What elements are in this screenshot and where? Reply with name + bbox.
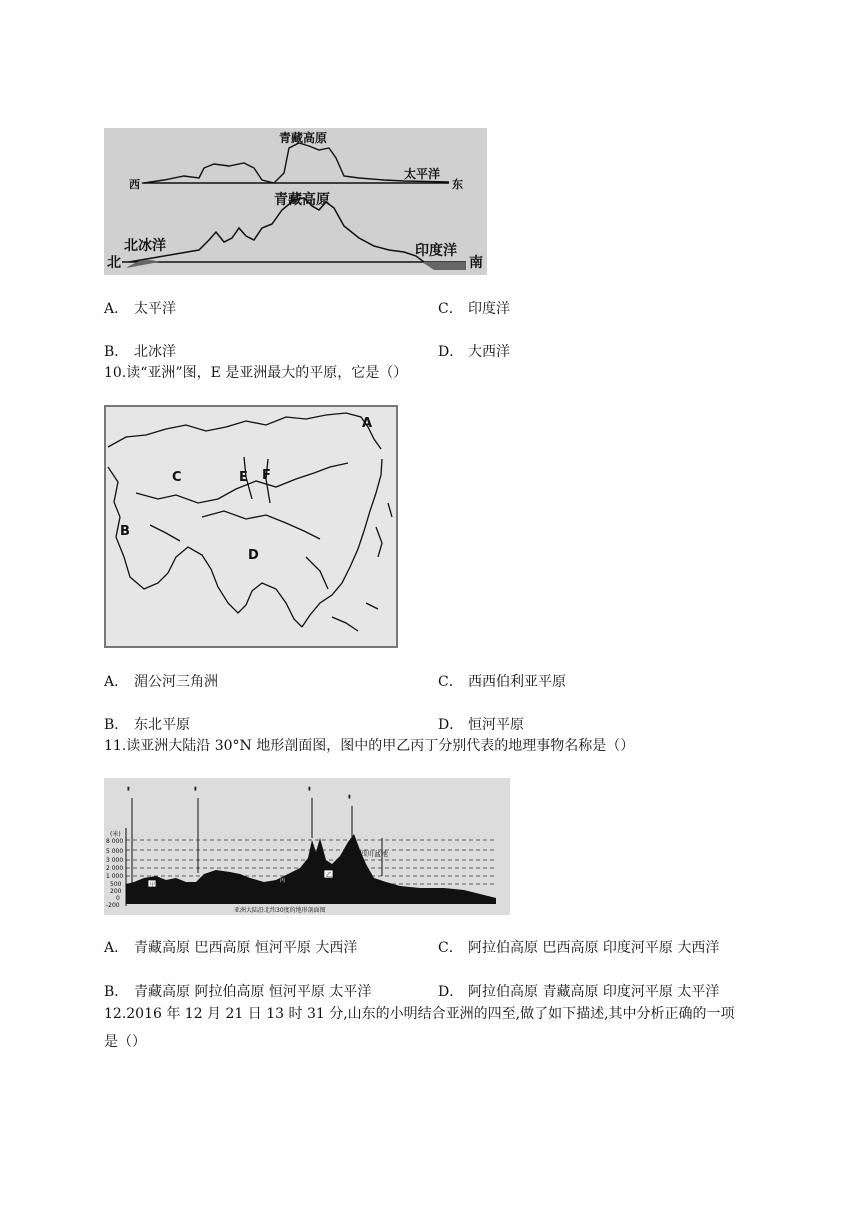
asia-map-figure — [104, 405, 398, 648]
q11-option-c[interactable]: C． 阿拉伯高原 巴西高原 印度河平原 大西洋 — [438, 940, 720, 956]
svg-text:200: 200 — [110, 888, 122, 895]
q10-option-c[interactable]: C． 西西伯利亚平原 — [438, 674, 566, 690]
label-north: 北 — [107, 255, 121, 271]
q10-question: 10.读“亚洲”图，E 是亚洲最大的平原，它是（） — [104, 365, 408, 381]
svg-text:5 000: 5 000 — [106, 848, 124, 855]
label-south: 南 — [469, 255, 483, 271]
label-pacific: 太平洋 — [404, 167, 441, 181]
label-qinghai-mid: 青藏高原 — [274, 192, 330, 208]
map-label-b: B — [120, 524, 130, 539]
label-east: 东 — [452, 178, 463, 191]
svg-text:▮: ▮ — [194, 786, 197, 792]
label-jia: 甲 — [150, 882, 156, 888]
q11-question: 11.读亚洲大陆沿 30°N 地形剖面图，图中的甲乙丙丁分别代表的地理事物名称是（） — [104, 738, 635, 754]
q11-option-d[interactable]: D． 阿拉伯高原 青藏高原 印度河平原 太平洋 — [438, 984, 720, 1000]
svg-text:-200: -200 — [106, 902, 120, 909]
figure-caption-q11: 亚洲大陆沿北纬30度的地形剖面图 — [234, 907, 326, 914]
svg-text:(米): (米) — [110, 831, 121, 838]
label-qinghai-top: 青藏高原 — [279, 131, 328, 145]
label-west: 西 — [129, 178, 140, 191]
svg-text:▮: ▮ — [348, 794, 351, 800]
label-arctic: 北冰洋 — [124, 238, 166, 254]
map-label-a: A — [362, 416, 373, 431]
label-yi: 乙 — [326, 872, 333, 879]
svg-text:0: 0 — [116, 895, 120, 902]
svg-text:500: 500 — [110, 881, 122, 888]
svg-text:2 000: 2 000 — [106, 865, 124, 872]
q9-option-b[interactable]: B． 北冰洋 — [104, 344, 176, 360]
q9-option-c[interactable]: C． 印度洋 — [438, 301, 510, 317]
map-label-c: C — [172, 470, 182, 485]
map-label-d: D — [248, 548, 259, 563]
label-bing: 丙 — [280, 878, 286, 884]
svg-text:▮: ▮ — [308, 786, 311, 792]
q11-option-b[interactable]: B． 青藏高原 阿拉伯高原 恒河平原 太平洋 — [104, 984, 372, 1000]
label-sichuan: 四川盆地 — [360, 850, 388, 858]
svg-text:8 000: 8 000 — [106, 838, 124, 845]
profile-figure-q9 — [104, 128, 487, 275]
q10-option-d[interactable]: D． 恒河平原 — [438, 717, 524, 733]
terrain-profile-figure-q11 — [104, 778, 510, 915]
label-indian: 印度洋 — [415, 243, 457, 259]
q11-option-a[interactable]: A． 青藏高原 巴西高原 恒河平原 大西洋 — [104, 940, 358, 956]
svg-text:1 000: 1 000 — [106, 873, 124, 880]
map-label-e: E — [239, 470, 248, 485]
svg-text:3 000: 3 000 — [106, 857, 124, 864]
q9-option-d[interactable]: D． 大西洋 — [438, 344, 510, 360]
q9-option-a[interactable]: A． 太平洋 — [104, 301, 176, 317]
q12-question-line1: 12.2016 年 12 月 21 日 13 时 31 分,山东的小明结合亚洲的四至,做了如下描述,其中分析正确的一项 — [104, 1006, 735, 1022]
q10-option-b[interactable]: B． 东北平原 — [104, 717, 190, 733]
map-label-f: F — [262, 468, 271, 483]
q10-option-a[interactable]: A． 湄公河三角洲 — [104, 674, 218, 690]
q12-question-line2: 是（） — [104, 1034, 146, 1050]
svg-text:▮: ▮ — [127, 786, 130, 792]
